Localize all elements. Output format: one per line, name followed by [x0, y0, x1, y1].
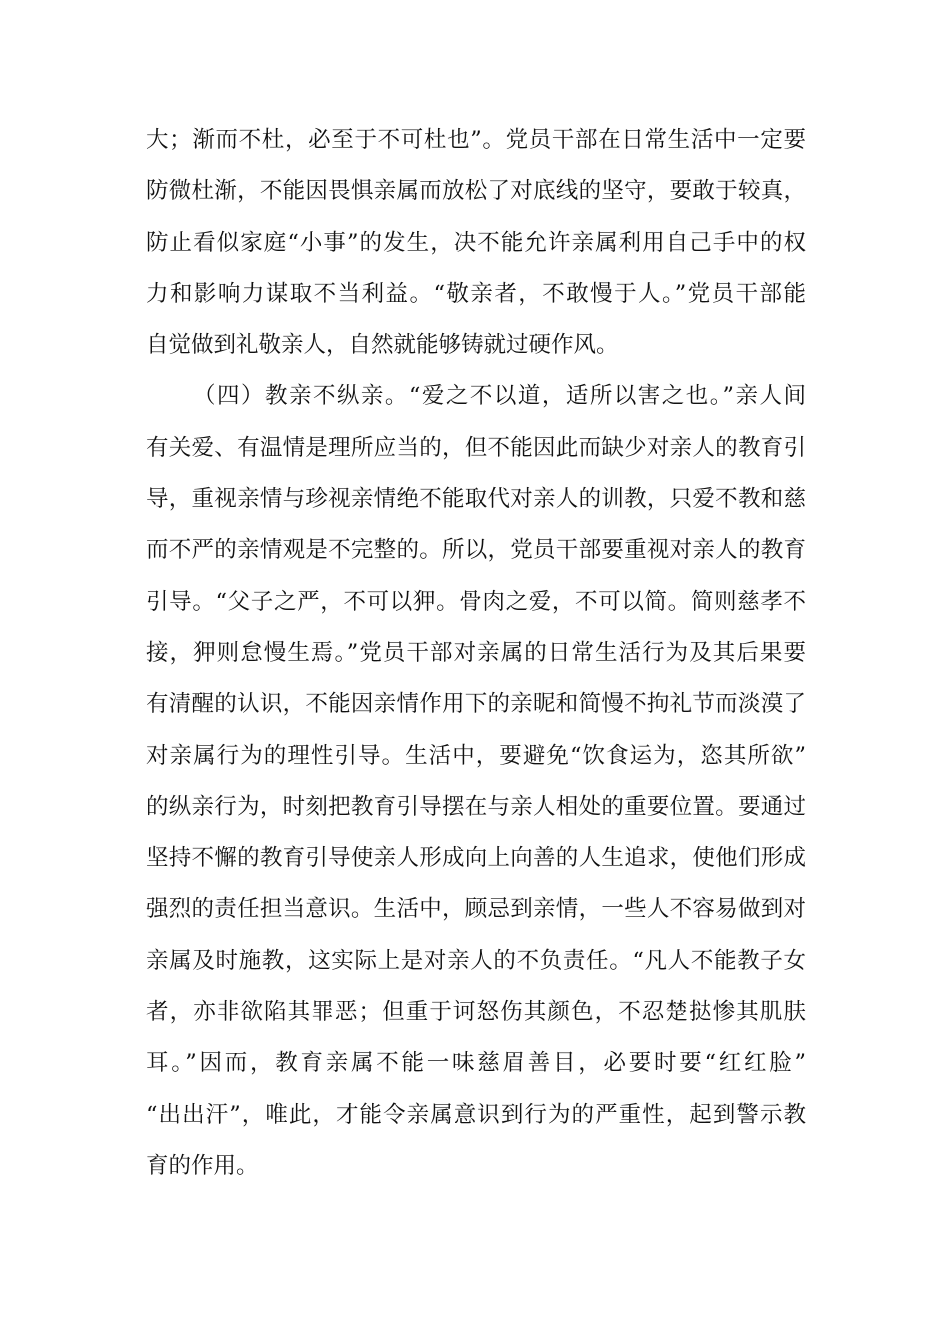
text-line: 对亲属行为的理性引导。生活中，要避免“饮食运为，恣其所欲” [146, 742, 806, 769]
text-line: 的纵亲行为，时刻把教育引导摆在与亲人相处的重要位置。要通过 [146, 793, 806, 820]
text-line: 者，亦非欲陷其罪恶；但重于诃怒伤其颜色，不忍楚挞惨其肌肤 [146, 999, 806, 1026]
text-line: 防微杜渐，不能因畏惧亲属而放松了对底线的坚守，要敢于较真， [146, 178, 806, 205]
text-line: 防止看似家庭“小事”的发生，决不能允许亲属利用自己手中的权 [146, 229, 806, 256]
text-line: “出出汗”，唯此，才能令亲属意识到行为的严重性，起到警示教 [146, 1101, 806, 1128]
paragraph-heading-line: （四）教亲不纵亲。“爱之不以道，适所以害之也。”亲人间 [193, 383, 806, 410]
text-line: 有清醒的认识，不能因亲情作用下的亲昵和简慢不拘礼节而淡漠了 [146, 691, 806, 718]
text-line: 亲属及时施教，这实际上是对亲人的不负责任。“凡人不能教子女 [146, 947, 806, 974]
text-line: 而不严的亲情观是不完整的。所以，党员干部要重视对亲人的教育 [146, 537, 806, 564]
text-line: 耳。”因而，教育亲属不能一味慈眉善目，必要时要“红红脸” [146, 1050, 806, 1077]
text-line: 导，重视亲情与珍视亲情绝不能取代对亲人的训教，只爱不教和慈 [146, 486, 806, 513]
text-line: 大；渐而不杜，必至于不可杜也”。党员干部在日常生活中一定要 [146, 127, 806, 153]
text-line: 强烈的责任担当意识。生活中，顾忌到亲情，一些人不容易做到对 [146, 896, 806, 923]
text-line: 育的作用。 [146, 1152, 259, 1179]
text-line: 坚持不懈的教育引导使亲人形成向上向善的人生追求，使他们形成 [146, 845, 806, 872]
text-line: 力和影响力谋取不当利益。“敬亲者，不敢慢于人。”党员干部能 [146, 280, 806, 307]
text-line: 接，狎则怠慢生焉。”党员干部对亲属的日常生活行为及其后果要 [146, 639, 806, 666]
document-body [146, 115, 806, 1192]
text-line: 有关爱、有温情是理所应当的，但不能因此而缺少对亲人的教育引 [146, 434, 806, 461]
text-line: 自觉做到礼敬亲人，自然就能够铸就过硬作风。 [146, 332, 619, 359]
text-line: 引导。“父子之严，不可以狎。骨肉之爱，不可以简。简则慈孝不 [146, 588, 806, 615]
